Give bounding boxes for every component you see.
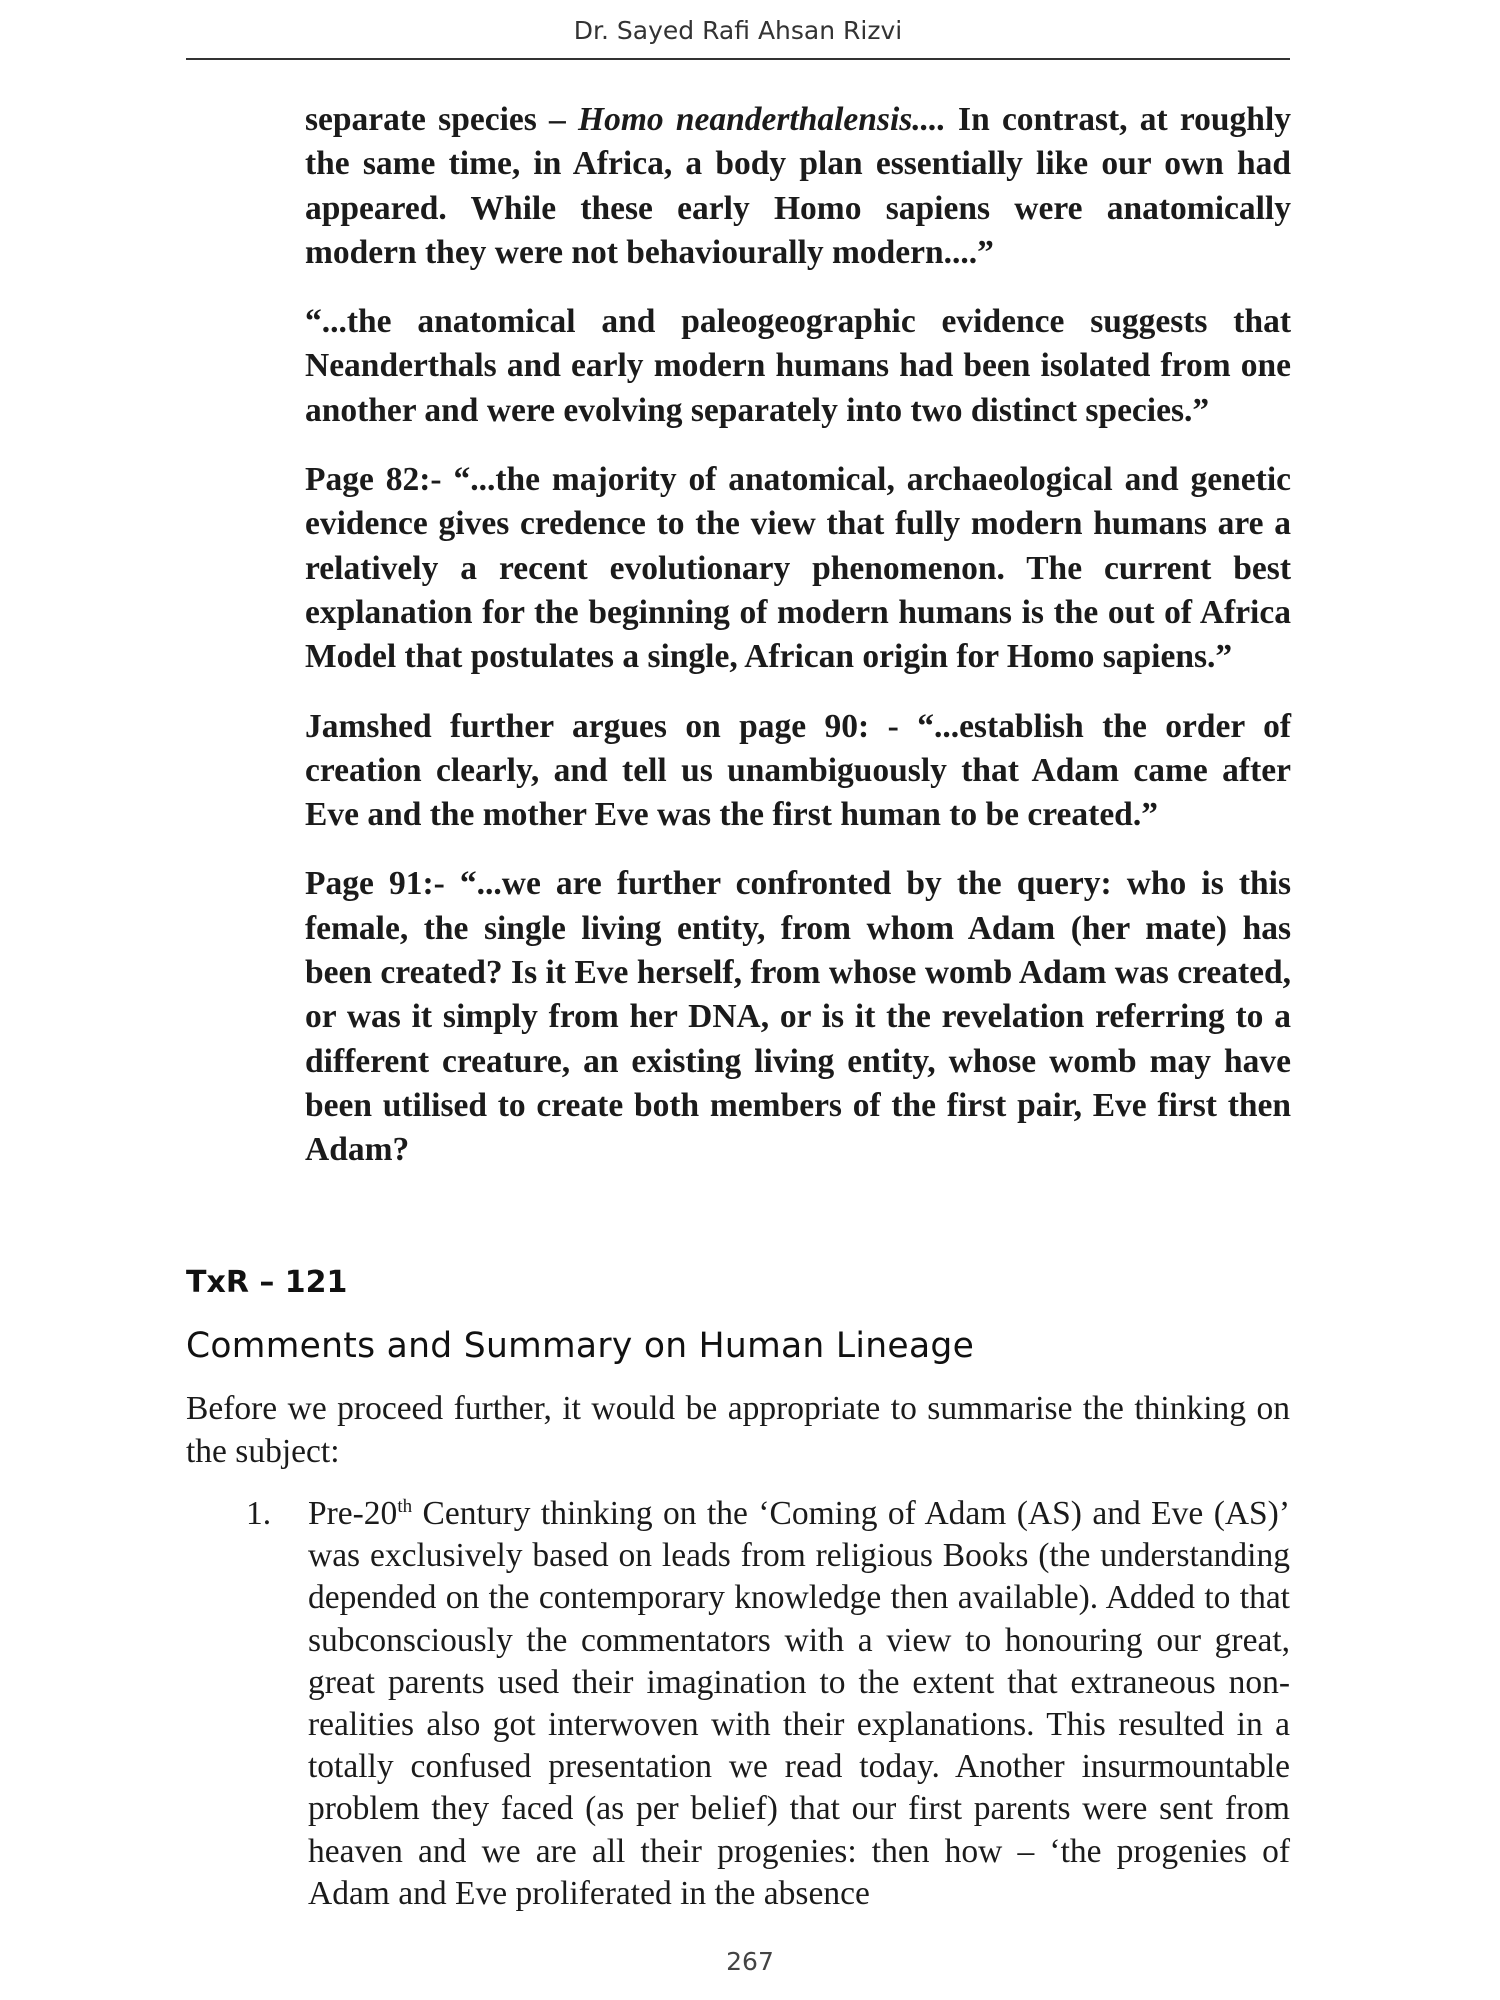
quote-paragraph-4: Jamshed further argues on page 90: - “...establish the order of creation clearly, and tell us unambiguously that Adam came after Eve and the mother Eve was the first human to be created.” bbox=[305, 707, 1291, 834]
quote-1-italic-species: Homo neanderthalensis.... bbox=[578, 101, 946, 138]
list-item-superscript: th bbox=[397, 1496, 413, 1517]
quoted-passages bbox=[305, 98, 1291, 1198]
header-rule bbox=[186, 58, 1290, 60]
list-item bbox=[186, 1493, 1290, 1915]
quote-paragraph-3: Page 82:- “...the majority of anatomical, archaeological and genetic evidence gives credence to the view that fully modern humans are a relatively a recent evolutionary phenomenon. The current best explanation for the beginning of modern humans is the out of Africa Model that postulates a single, African origin for Homo sapiens.” bbox=[305, 461, 1291, 676]
running-head: Dr. Sayed Rafi Ahsan Rizvi bbox=[573, 16, 903, 45]
quote-paragraph-2: “...the anatomical and paleogeographic evidence suggests that Neanderthals and early modern humans had been isolated from one another and were evolving separately into two distinct species.” bbox=[305, 303, 1291, 429]
quote-1-text-start: separate species – bbox=[305, 101, 579, 138]
quote-paragraph-1 bbox=[305, 98, 1291, 275]
list-item-number: 1. bbox=[246, 1495, 272, 1532]
summary-list bbox=[186, 1493, 1290, 1915]
quote-1-text-end: In contrast, at roughly the same time, in Africa, a body plan essentially like our own had appeared. While these early Homo sapiens were anatomically modern they were not behaviourally modern....” bbox=[305, 101, 1291, 271]
quote-paragraph-5: Page 91:- “...we are further confronted by the query: who is this female, the single living entity, from whom Adam (her mate) has been created? Is it Eve herself, from whose womb Adam was created, or was it simply from her DNA, or is it the revelation referring to a different creature, an existing living entity, whose womb may have been utilised to create both members of the first pair, Eve first then Adam? bbox=[305, 865, 1291, 1169]
list-item-text-rest: Century thinking on the ‘Coming of Adam (AS) and Eve (AS)’ was exclusively based on leads from religious Books (the understanding depended on the contemporary knowledge then available). Added to that subconsciously the commentators with a view to honouring our great, great parents used their imagination to the extent that extraneous non-realities also got interwoven with their explanations. This resulted in a totally confused presentation we read today. Another insurmountable problem they faced (as per belief) that our first parents were sent from heaven and we are all their progenies: then how – ‘the progenies of Adam and Eve proliferated in the absence bbox=[308, 1495, 1290, 1912]
page-number: 267 bbox=[726, 1947, 774, 1976]
section-intro: Before we proceed further, it would be appropriate to summarise the thinking on the subject: bbox=[186, 1390, 1290, 1470]
list-item-text-start: Pre-20 bbox=[308, 1495, 398, 1532]
section-title: Comments and Summary on Human Lineage bbox=[186, 1326, 975, 1366]
section-id: TxR – 121 bbox=[186, 1265, 348, 1300]
